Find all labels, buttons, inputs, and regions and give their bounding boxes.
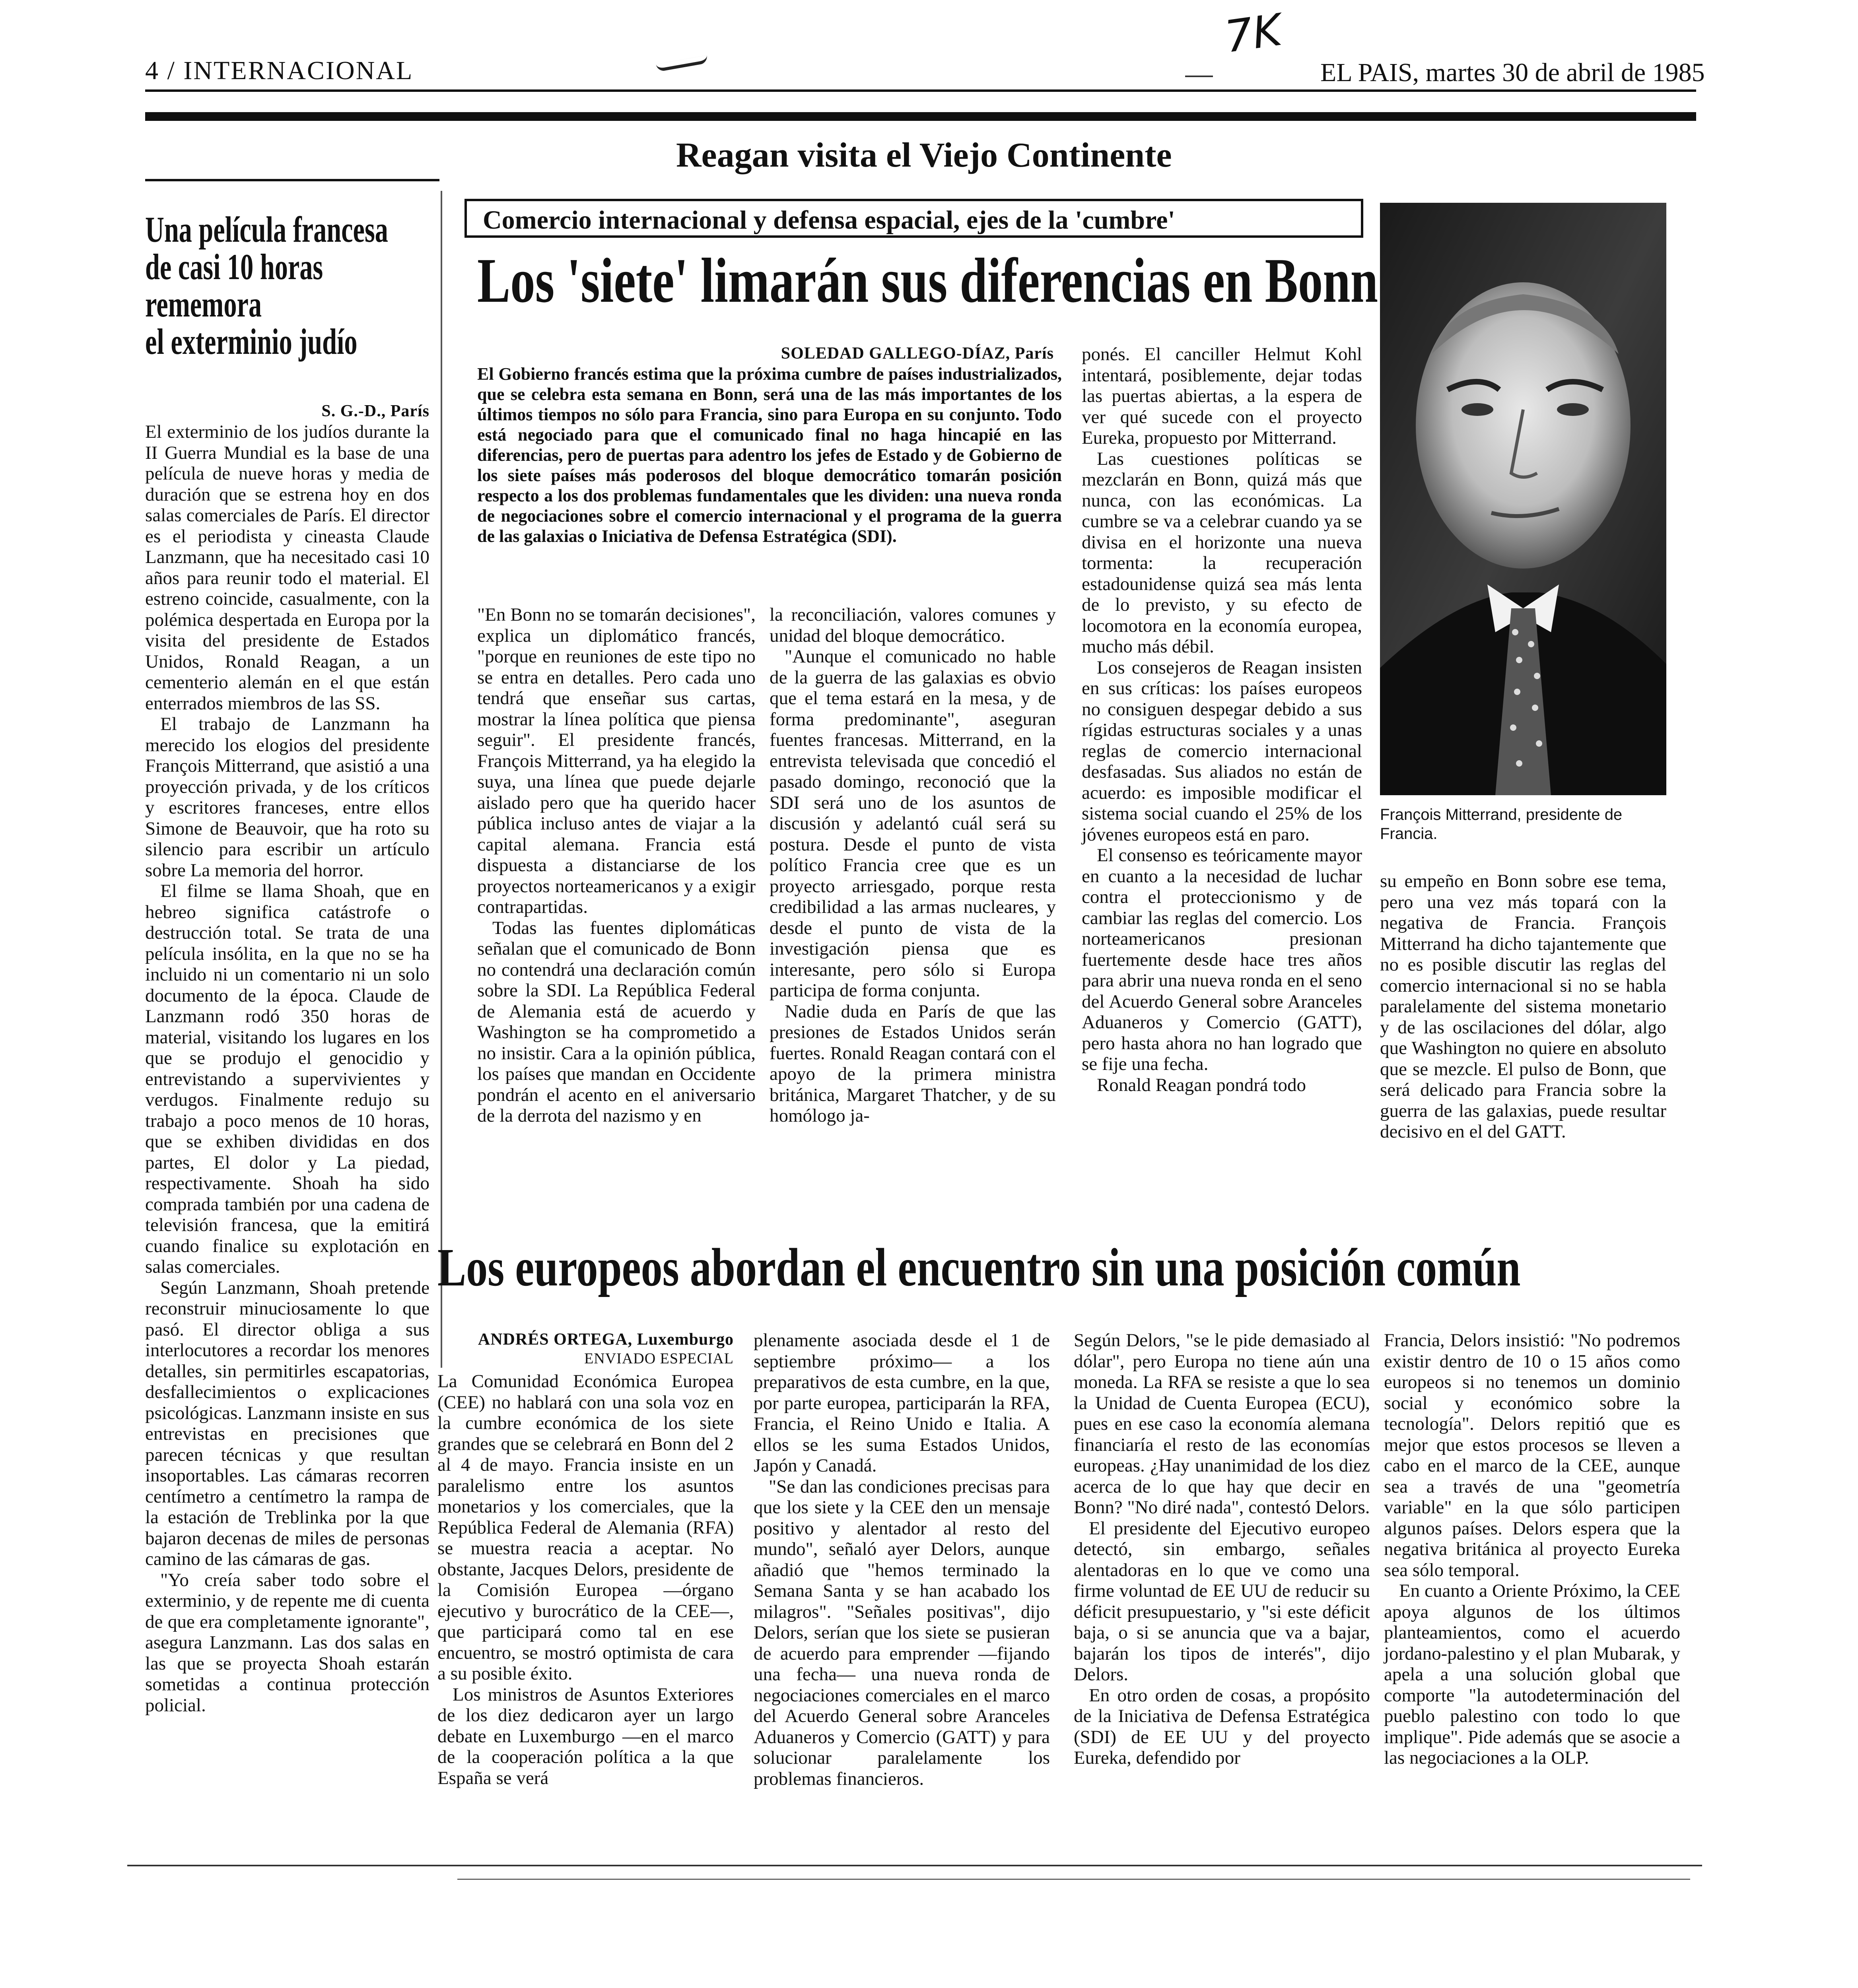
paragraph: Las cuestiones políticas se mezclarán en Bonn, quizá más que nunca, con las económicas. La cumbre se va a celebrar cuando ya se divisa en el horizonte una nueva tormenta: la recuperación estadounidense quizá sea más lenta de lo previsto, y su efecto de locomotora en la economía europea, mucho más débil. xyxy=(1082,448,1362,657)
paragraph: El consenso es teóricamente mayor en cuanto a la necesidad de luchar contra el proteccionismo y de cambiar las reglas del comercio. Los norteamericanos presionan fuertemente desde hace tres años para abrir una nueva ronda en el seno del Acuerdo General sobre Aranceles Aduaneros y Comercio (GATT), pero hasta ahora no han logrado que se fije una fecha. xyxy=(1082,845,1362,1074)
kicker: Reagan visita el Viejo Continente xyxy=(676,136,1172,175)
margin-tick xyxy=(656,55,708,72)
main-subhead-box xyxy=(464,199,1363,238)
paragraph: "Aunque el comunicado no hable de la guerra de las galaxias es obvio que el tema estará en la mesa, y de forma predominante", aseguran fuentes francesas. Mitterrand, en la entrevista televisada que concedió el pasado domingo, reconoció que la SDI será uno de los asuntos de discusión y adelantó cuál será su postura. Desde el punto de vista político Francia cree que es un proyecto arriesgado, porque resta credibilidad a las armas nucleares, y desde el punto de vista de la investigación piensa que es interesante, pero sólo si Europa participa de forma conjunta. xyxy=(770,646,1056,1001)
main-byline: SOLEDAD GALLEGO-DÍAZ, París xyxy=(781,344,1054,363)
section-label: 4 / INTERNACIONAL xyxy=(145,56,414,85)
second-col-4 xyxy=(1384,1330,1680,1769)
paragraph: Todas las fuentes diplomáticas señalan que el comunicado de Bonn no contendrá una declaración común sobre la SDI. La República Federal de Alemania está de acuerdo y Washington se ha comprometido a no insistir. Cara a la opinión pública, los países que mandan en Occidente pondrán el acento en el aniversario de la derrota del nazismo y en xyxy=(477,917,756,1126)
main-col-2 xyxy=(770,604,1056,1126)
left-headline-line: Una película francesa xyxy=(145,209,388,250)
left-headline-line: de casi 10 horas xyxy=(145,247,323,287)
masthead-date: EL PAIS, martes 30 de abril de 1985 xyxy=(1320,58,1705,87)
paragraph: En cuanto a Oriente Próximo, la CEE apoya algunos de los últimos planteamientos, como el acuerdo jordano-palestino y el plan Mubarak, y apela a una solución global que comporte "la autodeterminación del pueblo palestino con todo lo que implique". Pide además que se asocie a las negociaciones a la OLP. xyxy=(1384,1580,1680,1768)
left-article-body xyxy=(145,421,430,1716)
second-byline-role: ENVIADO ESPECIAL xyxy=(584,1350,734,1367)
main-headline xyxy=(477,245,1378,316)
paragraph: El exterminio de los judíos durante la II Guerra Mundial es la base de una película de nueve horas y media de duración que se estrena hoy en dos salas comerciales de París. El director es el periodista y cineasta Claude Lanzmann, que ha necesitado casi 10 años para reunir todo el material. El estreno coincide, casualmente, con la polémica despertada en Europa por la visita del presidente de Estados Unidos, Ronald Reagan, a un cementerio alemán en el que están enterrados miembros de las SS. xyxy=(145,421,430,714)
bottom-rule xyxy=(457,1879,1690,1880)
main-lead xyxy=(477,364,1062,546)
second-headline-text: Los europeos abordan el encuentro sin una posición común xyxy=(437,1238,1521,1297)
portrait-photo xyxy=(1380,203,1666,795)
paragraph: la reconciliación, valores comunes y unidad del bloque democrático. xyxy=(770,604,1056,646)
photo-caption: François Mitterrand, presidente de Francia. xyxy=(1380,806,1623,843)
paragraph: su empeño en Bonn sobre ese tema, pero una vez más topará con la negativa de Francia. François Mitterrand ha dicho tajantemente que no es posible discutir las reglas del comercio internacional si no se habla paralelamente del sistema monetario y de las oscilaciones del dólar, algo que Washington no quiere en absoluto que se mezcle. El pulso de Bonn, que será delicado para Francia sobre la guerra de las galaxias, puede resultar decisivo en el del GATT. xyxy=(1380,871,1666,1142)
main-headline-text: Los 'siete' limarán sus diferencias en Bonn xyxy=(477,245,1378,316)
main-col-3 xyxy=(1082,344,1362,1095)
left-headline-line: el exterminio judío xyxy=(145,321,358,362)
second-col-3 xyxy=(1074,1330,1370,1769)
left-article-headline xyxy=(145,211,447,360)
portrait-illustration xyxy=(1380,203,1666,795)
paragraph: En otro orden de cosas, a propósito de la Iniciativa de Defensa Estratégica (SDI) de EE UU y del proyecto Eureka, defendido por xyxy=(1074,1685,1370,1768)
handwritten-mark: 7K xyxy=(1221,4,1285,63)
paragraph: Ronald Reagan pondrá todo xyxy=(1097,1074,1306,1095)
paragraph: La Comunidad Económica Europea (CEE) no hablará con una sola voz en la cumbre económica de los siete grandes que se celebrará en Bonn del 2 al 4 de mayo. Francia insiste en un paralelismo entre los asuntos monetarios y los comerciales, que la República Federal de Alemania (RFA) se muestra reacia a aceptar. No obstante, Jacques Delors, presidente de la Comisión Europea —órgano ejecutivo y burocrático de la CEE—, que participará como tal en ese encuentro, se mostró optimista de cara a su posible éxito. xyxy=(437,1371,734,1684)
paragraph: Según Delors, "se le pide demasiado al dólar", pero Europa no tiene aún una moneda. La RFA se resiste a que lo sea la Unidad de Cuenta Europea (ECU), pues en ese caso la economía alemana financiaría el resto de las economías europeas. ¿Hay unanimidad de los diez acerca de lo que hay que decir en Bonn? "No diré nada", contestó Delors. xyxy=(1074,1330,1370,1518)
left-headline-line: rememora xyxy=(145,284,262,324)
second-byline: ANDRÉS ORTEGA, Luxemburgo xyxy=(478,1330,734,1349)
paragraph: "Se dan las condiciones precisas para que los siete y la CEE den un mensaje positivo y alentador al resto del mundo", señaló ayer Delors, aunque añadió que "hemos terminado la Semana Santa y se han acabado los milagros". "Señales positivas", dijo Delors, serían que los siete se pusieran de acuerdo para emprender —fijando una fecha— una nueva ronda de negociaciones comerciales en el marco del Acuerdo General sobre Aranceles Aduaneros y Comercio (GATT) y para solucionar paralelamente los problemas financieros. xyxy=(754,1476,1050,1789)
left-article-byline: S. G.-D., París xyxy=(321,402,430,420)
second-headline xyxy=(437,1239,1690,1297)
left-article-top-rule xyxy=(145,179,439,181)
paragraph: plenamente asociada desde el 1 de septiembre próximo— a los preparativos de esta cumbre, en la que, por parte europea, participarán la RFA, Francia, el Reino Unido e Italia. A ellos se les suma Estados Unidos, Japón y Canadá. xyxy=(754,1330,1050,1476)
main-col-4 xyxy=(1380,871,1666,1142)
paragraph: "Yo creía saber todo sobre el exterminio, y de repente me di cuenta de que era completamente ignorante", asegura Lanzmann. Las dos salas en las que se proyecta Shoah estarán sometidas a continua protección policial. xyxy=(145,1569,430,1716)
lead-paragraph: El Gobierno francés estima que la próxima cumbre de países industrializados, que se celebra esta semana en Bonn, será una de las más importantes de los últimos tiempos no sólo para Francia, sino para Europa en su conjunto. Todo está negociado para que el comunicado final no haga hincapié en las diferencias, pero de puertas para adentro los jefes de Estado y de Gobierno de los siete países más poderosos del bloque democrático tomarán posición respecto a los dos problemas fundamentales que les dividen: una nueva ronda de negociaciones sobre el comercio internacional y el programa de la guerra de las galaxias o Iniciativa de Defensa Estratégica (SDI). xyxy=(477,364,1062,546)
margin-tick xyxy=(1185,76,1213,77)
header-rule-thick xyxy=(145,112,1696,121)
paragraph: Según Lanzmann, Shoah pretende reconstruir minuciosamente lo que pasó. El director obliga a sus interlocutores a recordar los menores detalles, sin permitirles escapatorias, desfallecimientos o explicaciones psicológicas. Lanzmann insiste en sus entrevistas en precisiones que parecen técnicas y que resultan insoportables. Las cámaras recorren centímetro a centímetro la rampa de la estación de Treblinka por la que bajaron decenas de miles de personas camino de las cámaras de gas. xyxy=(145,1277,430,1569)
paragraph: ponés. El canciller Helmut Kohl intentará, posiblemente, dejar todas las puertas abiertas, a la espera de ver qué sucede con el proyecto Eureka, propuesto por Mitterrand. xyxy=(1082,344,1362,448)
paragraph: Nadie duda en París de que las presiones de Estados Unidos serán fuertes. Ronald Reagan contará con el apoyo de la primera ministra británica, Margaret Thatcher, y de su homólogo ja- xyxy=(770,1001,1056,1126)
paragraph: El trabajo de Lanzmann ha merecido los elogios del presidente François Mitterrand, que asistió a una proyección privada, y de los críticos y escritores franceses, entre ellos Simone de Beauvoir, que ha roto su silencio para escribir un artículo sobre La memoria del horror. xyxy=(145,714,430,881)
paragraph: Los consejeros de Reagan insisten en sus críticas: los países europeos no consiguen despegar debido a sus rígidas estructuras sociales y a unas reglas de comercio internacional desfasadas. Sus aliados no están de acuerdo: es imposible modificar el sistema social cuando el 25% de los jóvenes europeos está en paro. xyxy=(1082,657,1362,845)
second-col-2 xyxy=(754,1330,1050,1789)
paragraph: Los ministros de Asuntos Exteriores de los diez dedicaron ayer un largo debate en Luxemburgo —en el marco de la cooperación política a la que España se verá xyxy=(437,1684,734,1788)
paragraph: Francia, Delors insistió: "No podremos existir dentro de 10 o 15 años como europeos si no tenemos un dominio social y económico sobre la tecnología". Delors repitió que es mejor que estos procesos se lleven a cabo en el marco de la CEE, aunque sea a través de una "geometría variable" en la que sólo participen algunos países. Delors espera que la negativa británica al proyecto Eureka sea sólo temporal. xyxy=(1384,1330,1680,1580)
paragraph: El filme se llama Shoah, que en hebreo significa catástrofe o destrucción total. Se trata de una película insólita, en la que no se ha incluido ni un comentario ni un solo documento de la época. Claude de Lanzmann rodó 350 horas de material, visitando los lugares en los que se produjo el genocidio y entrevistando a supervivientes y verdugos. Finalmente redujo su trabajo a poco menos de 10 horas, que se exhiben divididas en dos partes, El dolor y La piedad, respectivamente. Shoah ha sido comprada también por una cadena de televisión francesa, que la emitirá cuando finalice su explotación en salas comerciales. xyxy=(145,881,430,1277)
second-col-1 xyxy=(437,1371,734,1788)
column-divider xyxy=(441,191,442,1368)
main-subhead: Comercio internacional y defensa espacial, ejes de la 'cumbre' xyxy=(483,206,1175,235)
bottom-rule xyxy=(127,1865,1702,1866)
paragraph: "En Bonn no se tomarán decisiones", explica un diplomático francés, "porque en reuniones de este tipo no se entra en detalles. Pero cada uno tendrá que enseñar sus cartas, mostrar la línea política que piensa seguir". El presidente francés, François Mitterrand, ya ha elegido la suya, una línea que puede dejarle aislado pero que ha querido hacer pública incluso antes de viajar a la capital alemana. Francia está dispuesta a distanciarse de los proyectos norteamericanos y a exigir contrapartidas. xyxy=(477,604,756,917)
header-rule-thin xyxy=(145,89,1696,92)
paragraph: El presidente del Ejecutivo europeo detectó, sin embargo, señales alentadoras en lo que ve como una firme voluntad de EE UU de reducir su déficit presupuestario, y "si este déficit baja, o si se anuncia que va a bajar, bajarán los tipos de interés", dijo Delors. xyxy=(1074,1518,1370,1685)
main-col-1 xyxy=(477,604,756,1126)
